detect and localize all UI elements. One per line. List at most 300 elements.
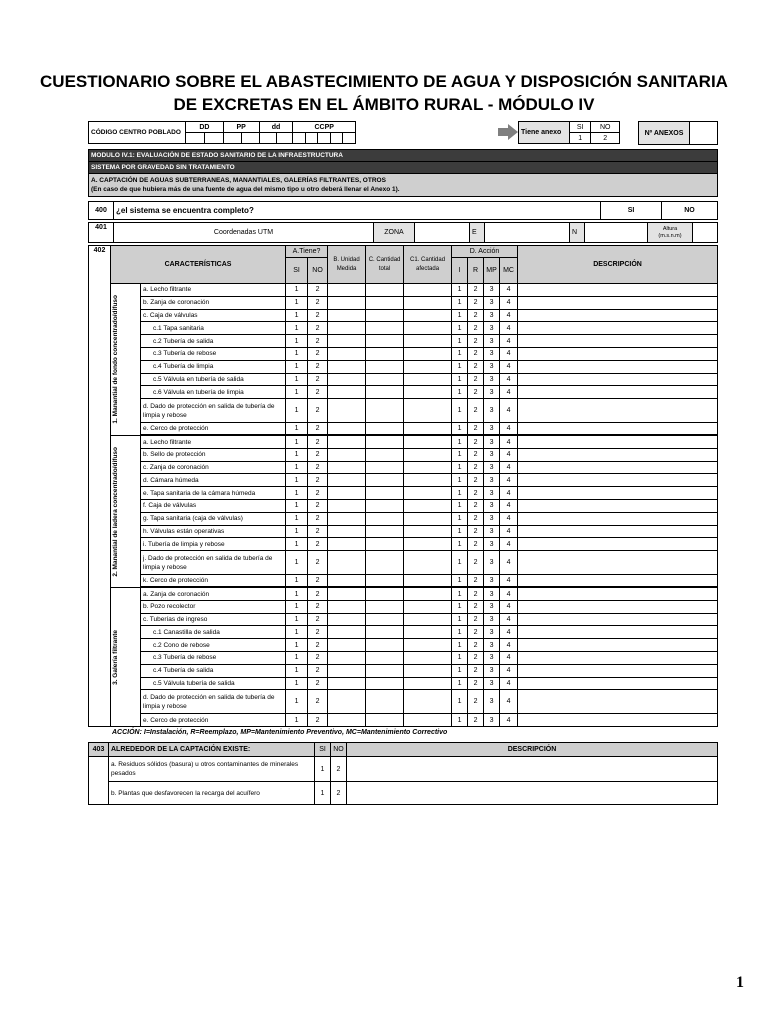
descripcion-cell[interactable] — [518, 551, 718, 575]
si-cell[interactable]: 1 — [286, 373, 308, 386]
accion-mc-cell[interactable]: 4 — [500, 600, 518, 613]
accion-mp-cell[interactable]: 3 — [484, 296, 500, 309]
si-cell[interactable]: 1 — [286, 651, 308, 664]
cantidad-afectada-cell[interactable] — [404, 487, 452, 500]
accion-mc-cell[interactable]: 4 — [500, 423, 518, 436]
accion-i-cell[interactable]: 1 — [452, 423, 468, 436]
si-cell[interactable]: 1 — [286, 461, 308, 474]
descripcion-cell[interactable] — [518, 335, 718, 348]
descripcion-cell[interactable] — [518, 587, 718, 600]
accion-mc-cell[interactable]: 4 — [500, 448, 518, 461]
cantidad-afectada-cell[interactable] — [404, 448, 452, 461]
accion-i-cell[interactable]: 1 — [452, 626, 468, 639]
unidad-cell[interactable] — [328, 309, 366, 322]
code-cell[interactable] — [186, 133, 205, 144]
no-cell[interactable]: 2 — [308, 613, 328, 626]
no-cell[interactable]: 2 — [308, 322, 328, 335]
cantidad-cell[interactable] — [366, 373, 404, 386]
unidad-cell[interactable] — [328, 322, 366, 335]
accion-i-cell[interactable]: 1 — [452, 284, 468, 297]
cantidad-cell[interactable] — [366, 347, 404, 360]
si-cell[interactable]: 1 — [286, 525, 308, 538]
accion-mp-cell[interactable]: 3 — [484, 461, 500, 474]
accion-i-cell[interactable]: 1 — [452, 335, 468, 348]
descripcion-cell[interactable] — [518, 575, 718, 588]
no-cell[interactable]: 2 — [308, 423, 328, 436]
accion-i-cell[interactable]: 1 — [452, 600, 468, 613]
si-cell[interactable]: 1 — [286, 284, 308, 297]
accion-mc-cell[interactable]: 4 — [500, 399, 518, 423]
accion-mc-cell[interactable]: 4 — [500, 386, 518, 399]
descripcion-cell[interactable] — [518, 347, 718, 360]
accion-mc-cell[interactable]: 4 — [500, 335, 518, 348]
unidad-cell[interactable] — [328, 626, 366, 639]
accion-i-cell[interactable]: 1 — [452, 461, 468, 474]
accion-r-cell[interactable]: 2 — [468, 373, 484, 386]
accion-r-cell[interactable]: 2 — [468, 499, 484, 512]
q403-a-si[interactable]: 1 — [315, 757, 331, 782]
q400-no[interactable]: NO — [662, 202, 718, 220]
accion-mc-cell[interactable]: 4 — [500, 474, 518, 487]
no-cell[interactable]: 2 — [308, 487, 328, 500]
si-cell[interactable]: 1 — [286, 309, 308, 322]
unidad-cell[interactable] — [328, 448, 366, 461]
cantidad-cell[interactable] — [366, 677, 404, 690]
cantidad-afectada-cell[interactable] — [404, 575, 452, 588]
unidad-cell[interactable] — [328, 347, 366, 360]
unidad-cell[interactable] — [328, 335, 366, 348]
unidad-cell[interactable] — [328, 690, 366, 714]
unidad-cell[interactable] — [328, 487, 366, 500]
cantidad-afectada-cell[interactable] — [404, 664, 452, 677]
accion-mp-cell[interactable]: 3 — [484, 639, 500, 652]
code-cell[interactable] — [293, 133, 305, 144]
accion-mc-cell[interactable]: 4 — [500, 664, 518, 677]
si-cell[interactable]: 1 — [286, 399, 308, 423]
descripcion-cell[interactable] — [518, 474, 718, 487]
accion-r-cell[interactable]: 2 — [468, 677, 484, 690]
accion-mc-cell[interactable]: 4 — [500, 551, 518, 575]
si-cell[interactable]: 1 — [286, 487, 308, 500]
cantidad-cell[interactable] — [366, 525, 404, 538]
unidad-cell[interactable] — [328, 677, 366, 690]
unidad-cell[interactable] — [328, 499, 366, 512]
accion-r-cell[interactable]: 2 — [468, 448, 484, 461]
descripcion-cell[interactable] — [518, 512, 718, 525]
accion-r-cell[interactable]: 2 — [468, 360, 484, 373]
accion-mc-cell[interactable]: 4 — [500, 613, 518, 626]
accion-r-cell[interactable]: 2 — [468, 587, 484, 600]
cantidad-afectada-cell[interactable] — [404, 284, 452, 297]
cantidad-afectada-cell[interactable] — [404, 551, 452, 575]
anexo-si-code[interactable]: 1 — [570, 133, 591, 144]
q403-b-descripcion[interactable] — [347, 782, 718, 805]
cantidad-afectada-cell[interactable] — [404, 626, 452, 639]
accion-mp-cell[interactable]: 3 — [484, 322, 500, 335]
unidad-cell[interactable] — [328, 538, 366, 551]
accion-r-cell[interactable]: 2 — [468, 474, 484, 487]
accion-mp-cell[interactable]: 3 — [484, 512, 500, 525]
accion-i-cell[interactable]: 1 — [452, 347, 468, 360]
accion-mc-cell[interactable]: 4 — [500, 677, 518, 690]
cantidad-cell[interactable] — [366, 474, 404, 487]
accion-mc-cell[interactable]: 4 — [500, 575, 518, 588]
cantidad-cell[interactable] — [366, 538, 404, 551]
no-cell[interactable]: 2 — [308, 639, 328, 652]
q403-a-descripcion[interactable] — [347, 757, 718, 782]
cantidad-afectada-cell[interactable] — [404, 309, 452, 322]
cantidad-afectada-cell[interactable] — [404, 512, 452, 525]
accion-mp-cell[interactable]: 3 — [484, 551, 500, 575]
unidad-cell[interactable] — [328, 664, 366, 677]
si-cell[interactable]: 1 — [286, 639, 308, 652]
accion-i-cell[interactable]: 1 — [452, 487, 468, 500]
cantidad-cell[interactable] — [366, 296, 404, 309]
descripcion-cell[interactable] — [518, 322, 718, 335]
cantidad-cell[interactable] — [366, 335, 404, 348]
accion-r-cell[interactable]: 2 — [468, 335, 484, 348]
accion-r-cell[interactable]: 2 — [468, 322, 484, 335]
accion-mc-cell[interactable]: 4 — [500, 690, 518, 714]
accion-mp-cell[interactable]: 3 — [484, 435, 500, 448]
cantidad-afectada-cell[interactable] — [404, 399, 452, 423]
q403-b-si[interactable]: 1 — [315, 782, 331, 805]
unidad-cell[interactable] — [328, 613, 366, 626]
accion-mc-cell[interactable]: 4 — [500, 284, 518, 297]
si-cell[interactable]: 1 — [286, 575, 308, 588]
accion-mc-cell[interactable]: 4 — [500, 487, 518, 500]
accion-i-cell[interactable]: 1 — [452, 525, 468, 538]
accion-i-cell[interactable]: 1 — [452, 448, 468, 461]
cantidad-afectada-cell[interactable] — [404, 386, 452, 399]
no-cell[interactable]: 2 — [308, 284, 328, 297]
no-cell[interactable]: 2 — [308, 360, 328, 373]
accion-mp-cell[interactable]: 3 — [484, 677, 500, 690]
cantidad-cell[interactable] — [366, 322, 404, 335]
cantidad-cell[interactable] — [366, 551, 404, 575]
unidad-cell[interactable] — [328, 575, 366, 588]
accion-r-cell[interactable]: 2 — [468, 296, 484, 309]
si-cell[interactable]: 1 — [286, 551, 308, 575]
descripcion-cell[interactable] — [518, 499, 718, 512]
accion-mc-cell[interactable]: 4 — [500, 309, 518, 322]
code-cell[interactable] — [343, 133, 356, 144]
cantidad-cell[interactable] — [366, 284, 404, 297]
unidad-cell[interactable] — [328, 474, 366, 487]
unidad-cell[interactable] — [328, 639, 366, 652]
unidad-cell[interactable] — [328, 461, 366, 474]
descripcion-cell[interactable] — [518, 714, 718, 727]
n-anexos-input[interactable] — [690, 122, 718, 145]
accion-mp-cell[interactable]: 3 — [484, 487, 500, 500]
accion-mp-cell[interactable]: 3 — [484, 309, 500, 322]
no-cell[interactable]: 2 — [308, 690, 328, 714]
si-cell[interactable]: 1 — [286, 677, 308, 690]
cantidad-cell[interactable] — [366, 423, 404, 436]
si-cell[interactable]: 1 — [286, 613, 308, 626]
accion-mp-cell[interactable]: 3 — [484, 360, 500, 373]
descripcion-cell[interactable] — [518, 360, 718, 373]
cantidad-cell[interactable] — [366, 575, 404, 588]
cantidad-cell[interactable] — [366, 626, 404, 639]
accion-i-cell[interactable]: 1 — [452, 373, 468, 386]
e-input[interactable] — [485, 223, 570, 243]
zona-input[interactable] — [415, 223, 470, 243]
no-cell[interactable]: 2 — [308, 600, 328, 613]
accion-i-cell[interactable]: 1 — [452, 690, 468, 714]
accion-r-cell[interactable]: 2 — [468, 575, 484, 588]
accion-mc-cell[interactable]: 4 — [500, 373, 518, 386]
accion-i-cell[interactable]: 1 — [452, 587, 468, 600]
descripcion-cell[interactable] — [518, 448, 718, 461]
accion-mc-cell[interactable]: 4 — [500, 714, 518, 727]
accion-i-cell[interactable]: 1 — [452, 613, 468, 626]
cantidad-afectada-cell[interactable] — [404, 600, 452, 613]
no-cell[interactable]: 2 — [308, 347, 328, 360]
accion-mp-cell[interactable]: 3 — [484, 499, 500, 512]
accion-r-cell[interactable]: 2 — [468, 551, 484, 575]
descripcion-cell[interactable] — [518, 309, 718, 322]
si-cell[interactable]: 1 — [286, 296, 308, 309]
accion-i-cell[interactable]: 1 — [452, 512, 468, 525]
code-cell[interactable] — [276, 133, 293, 144]
accion-r-cell[interactable]: 2 — [468, 284, 484, 297]
descripcion-cell[interactable] — [518, 423, 718, 436]
cantidad-cell[interactable] — [366, 714, 404, 727]
accion-i-cell[interactable]: 1 — [452, 499, 468, 512]
cantidad-cell[interactable] — [366, 461, 404, 474]
no-cell[interactable]: 2 — [308, 448, 328, 461]
cantidad-afectada-cell[interactable] — [404, 347, 452, 360]
cantidad-afectada-cell[interactable] — [404, 677, 452, 690]
unidad-cell[interactable] — [328, 587, 366, 600]
no-cell[interactable]: 2 — [308, 664, 328, 677]
accion-i-cell[interactable]: 1 — [452, 474, 468, 487]
cantidad-cell[interactable] — [366, 487, 404, 500]
cantidad-afectada-cell[interactable] — [404, 296, 452, 309]
accion-r-cell[interactable]: 2 — [468, 423, 484, 436]
accion-mc-cell[interactable]: 4 — [500, 639, 518, 652]
accion-mp-cell[interactable]: 3 — [484, 714, 500, 727]
accion-r-cell[interactable]: 2 — [468, 538, 484, 551]
code-cell[interactable] — [318, 133, 330, 144]
accion-r-cell[interactable]: 2 — [468, 600, 484, 613]
accion-mp-cell[interactable]: 3 — [484, 613, 500, 626]
accion-i-cell[interactable]: 1 — [452, 677, 468, 690]
accion-r-cell[interactable]: 2 — [468, 714, 484, 727]
accion-mc-cell[interactable]: 4 — [500, 525, 518, 538]
accion-r-cell[interactable]: 2 — [468, 626, 484, 639]
code-cell[interactable] — [204, 133, 223, 144]
unidad-cell[interactable] — [328, 399, 366, 423]
descripcion-cell[interactable] — [518, 626, 718, 639]
si-cell[interactable]: 1 — [286, 435, 308, 448]
accion-mc-cell[interactable]: 4 — [500, 461, 518, 474]
no-cell[interactable]: 2 — [308, 386, 328, 399]
accion-i-cell[interactable]: 1 — [452, 309, 468, 322]
si-cell[interactable]: 1 — [286, 626, 308, 639]
accion-mp-cell[interactable]: 3 — [484, 664, 500, 677]
si-cell[interactable]: 1 — [286, 600, 308, 613]
no-cell[interactable]: 2 — [308, 677, 328, 690]
accion-mp-cell[interactable]: 3 — [484, 373, 500, 386]
cantidad-cell[interactable] — [366, 613, 404, 626]
cantidad-afectada-cell[interactable] — [404, 373, 452, 386]
cantidad-afectada-cell[interactable] — [404, 538, 452, 551]
code-cell[interactable] — [259, 133, 276, 144]
cantidad-cell[interactable] — [366, 690, 404, 714]
cantidad-afectada-cell[interactable] — [404, 639, 452, 652]
unidad-cell[interactable] — [328, 435, 366, 448]
cantidad-afectada-cell[interactable] — [404, 435, 452, 448]
altura-input[interactable] — [693, 223, 718, 243]
accion-mc-cell[interactable]: 4 — [500, 296, 518, 309]
unidad-cell[interactable] — [328, 373, 366, 386]
anexo-no-code[interactable]: 2 — [591, 133, 620, 144]
no-cell[interactable]: 2 — [308, 474, 328, 487]
accion-i-cell[interactable]: 1 — [452, 575, 468, 588]
accion-mc-cell[interactable]: 4 — [500, 499, 518, 512]
si-cell[interactable]: 1 — [286, 499, 308, 512]
cantidad-afectada-cell[interactable] — [404, 322, 452, 335]
descripcion-cell[interactable] — [518, 664, 718, 677]
accion-i-cell[interactable]: 1 — [452, 651, 468, 664]
no-cell[interactable]: 2 — [308, 512, 328, 525]
no-cell[interactable]: 2 — [308, 525, 328, 538]
no-cell[interactable]: 2 — [308, 309, 328, 322]
unidad-cell[interactable] — [328, 600, 366, 613]
accion-i-cell[interactable]: 1 — [452, 538, 468, 551]
si-cell[interactable]: 1 — [286, 335, 308, 348]
cantidad-cell[interactable] — [366, 386, 404, 399]
no-cell[interactable]: 2 — [308, 587, 328, 600]
no-cell[interactable]: 2 — [308, 551, 328, 575]
unidad-cell[interactable] — [328, 386, 366, 399]
accion-i-cell[interactable]: 1 — [452, 296, 468, 309]
accion-mc-cell[interactable]: 4 — [500, 626, 518, 639]
cantidad-cell[interactable] — [366, 499, 404, 512]
no-cell[interactable]: 2 — [308, 296, 328, 309]
accion-mc-cell[interactable]: 4 — [500, 435, 518, 448]
n-input[interactable] — [585, 223, 648, 243]
accion-i-cell[interactable]: 1 — [452, 551, 468, 575]
cantidad-afectada-cell[interactable] — [404, 525, 452, 538]
cantidad-cell[interactable] — [366, 587, 404, 600]
accion-r-cell[interactable]: 2 — [468, 639, 484, 652]
accion-r-cell[interactable]: 2 — [468, 386, 484, 399]
accion-r-cell[interactable]: 2 — [468, 435, 484, 448]
unidad-cell[interactable] — [328, 551, 366, 575]
si-cell[interactable]: 1 — [286, 347, 308, 360]
accion-mp-cell[interactable]: 3 — [484, 651, 500, 664]
unidad-cell[interactable] — [328, 651, 366, 664]
cantidad-cell[interactable] — [366, 360, 404, 373]
accion-r-cell[interactable]: 2 — [468, 399, 484, 423]
accion-mc-cell[interactable]: 4 — [500, 651, 518, 664]
accion-i-cell[interactable]: 1 — [452, 386, 468, 399]
descripcion-cell[interactable] — [518, 399, 718, 423]
cantidad-cell[interactable] — [366, 309, 404, 322]
si-cell[interactable]: 1 — [286, 512, 308, 525]
si-cell[interactable]: 1 — [286, 714, 308, 727]
cantidad-cell[interactable] — [366, 651, 404, 664]
unidad-cell[interactable] — [328, 284, 366, 297]
descripcion-cell[interactable] — [518, 461, 718, 474]
accion-r-cell[interactable]: 2 — [468, 487, 484, 500]
accion-mp-cell[interactable]: 3 — [484, 347, 500, 360]
no-cell[interactable]: 2 — [308, 461, 328, 474]
cantidad-afectada-cell[interactable] — [404, 499, 452, 512]
accion-r-cell[interactable]: 2 — [468, 613, 484, 626]
no-cell[interactable]: 2 — [308, 626, 328, 639]
accion-mp-cell[interactable]: 3 — [484, 575, 500, 588]
descripcion-cell[interactable] — [518, 677, 718, 690]
accion-i-cell[interactable]: 1 — [452, 322, 468, 335]
descripcion-cell[interactable] — [518, 435, 718, 448]
descripcion-cell[interactable] — [518, 538, 718, 551]
cantidad-afectada-cell[interactable] — [404, 714, 452, 727]
cantidad-afectada-cell[interactable] — [404, 335, 452, 348]
no-cell[interactable]: 2 — [308, 575, 328, 588]
q403-b-no[interactable]: 2 — [331, 782, 347, 805]
accion-mc-cell[interactable]: 4 — [500, 360, 518, 373]
accion-mp-cell[interactable]: 3 — [484, 600, 500, 613]
cantidad-cell[interactable] — [366, 399, 404, 423]
cantidad-cell[interactable] — [366, 512, 404, 525]
cantidad-afectada-cell[interactable] — [404, 651, 452, 664]
accion-r-cell[interactable]: 2 — [468, 664, 484, 677]
accion-i-cell[interactable]: 1 — [452, 435, 468, 448]
si-cell[interactable]: 1 — [286, 448, 308, 461]
accion-mp-cell[interactable]: 3 — [484, 448, 500, 461]
unidad-cell[interactable] — [328, 714, 366, 727]
si-cell[interactable]: 1 — [286, 587, 308, 600]
si-cell[interactable]: 1 — [286, 474, 308, 487]
accion-mc-cell[interactable]: 4 — [500, 512, 518, 525]
no-cell[interactable]: 2 — [308, 538, 328, 551]
code-cell[interactable] — [241, 133, 259, 144]
accion-mp-cell[interactable]: 3 — [484, 284, 500, 297]
cantidad-cell[interactable] — [366, 664, 404, 677]
descripcion-cell[interactable] — [518, 690, 718, 714]
accion-mp-cell[interactable]: 3 — [484, 690, 500, 714]
si-cell[interactable]: 1 — [286, 360, 308, 373]
accion-i-cell[interactable]: 1 — [452, 664, 468, 677]
si-cell[interactable]: 1 — [286, 423, 308, 436]
descripcion-cell[interactable] — [518, 373, 718, 386]
accion-r-cell[interactable]: 2 — [468, 347, 484, 360]
code-cell[interactable] — [305, 133, 317, 144]
accion-mp-cell[interactable]: 3 — [484, 423, 500, 436]
descripcion-cell[interactable] — [518, 525, 718, 538]
accion-mp-cell[interactable]: 3 — [484, 587, 500, 600]
cantidad-cell[interactable] — [366, 639, 404, 652]
accion-mp-cell[interactable]: 3 — [484, 335, 500, 348]
unidad-cell[interactable] — [328, 423, 366, 436]
cantidad-afectada-cell[interactable] — [404, 690, 452, 714]
si-cell[interactable]: 1 — [286, 664, 308, 677]
accion-i-cell[interactable]: 1 — [452, 714, 468, 727]
cantidad-afectada-cell[interactable] — [404, 587, 452, 600]
cantidad-cell[interactable] — [366, 600, 404, 613]
no-cell[interactable]: 2 — [308, 435, 328, 448]
accion-mc-cell[interactable]: 4 — [500, 322, 518, 335]
descripcion-cell[interactable] — [518, 600, 718, 613]
si-cell[interactable]: 1 — [286, 690, 308, 714]
accion-mc-cell[interactable]: 4 — [500, 587, 518, 600]
no-cell[interactable]: 2 — [308, 335, 328, 348]
cantidad-afectada-cell[interactable] — [404, 474, 452, 487]
